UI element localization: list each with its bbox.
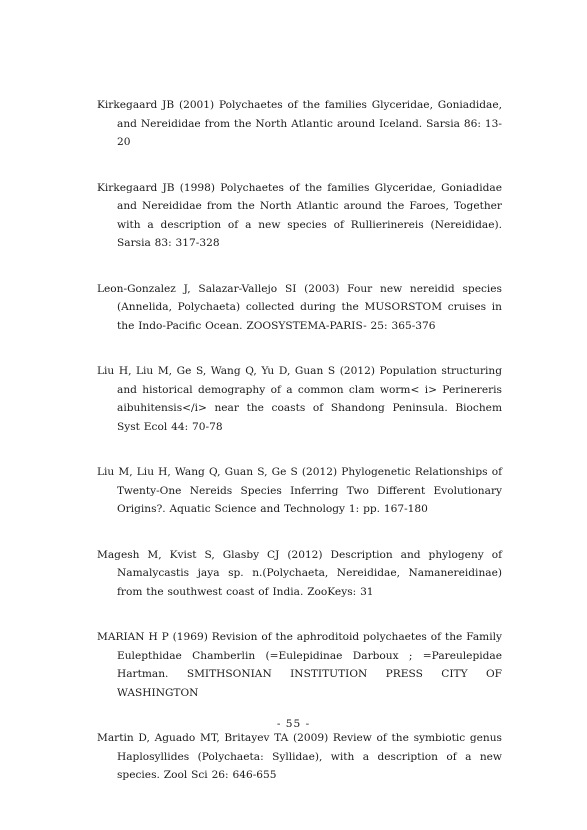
reference-list (97, 96, 502, 812)
reference-entry: Martin D, Aguado MT, Britayev TA (2009) Review of the symbiotic genus Haplosyllides (Polychaeta: Syllidae), with a description of a new species. Zool Sci 26: 646-655 (97, 732, 502, 781)
reference-entry: Kirkegaard JB (2001) Polychaetes of the families Glyceridae, Goniadidae, and Nereididae from the North Atlantic around Iceland. Sarsia 86: 13-20 (97, 99, 502, 148)
reference-entry: Leon-Gonzalez J, Salazar-Vallejo SI (2003) Four new nereidid species (Annelida, Polychaeta) collected during the MUSORSTOM cruises in the Indo-Pacific Ocean. ZOOSYSTEMA-PARIS- 25: 365-376 (97, 282, 502, 332)
reference-entry: Liu H, Liu M, Ge S, Wang Q, Yu D, Guan S (2012) Population structuring and historical demography of a common clam worm< i> Perinereris aibuhitensis</i> near the coasts of Shandong Peninsula. Biochem Syst Ecol 44: 70-78 (97, 365, 502, 433)
reference-entry: Liu M, Liu H, Wang Q, Guan S, Ge S (2012) Phylogenetic Relationships of Twenty-One Nereids Species Inferring Two Different Evolutionary Origins?. Aquatic Science and Technology 1: pp. 167-180 (97, 466, 502, 515)
reference-entry: Magesh M, Kvist S, Glasby CJ (2012) Description and phylogeny of Namalycastis jaya sp. n.(Polychaeta, Nereididae, Namanereidinae) from the southwest coast of India. ZooKeys: 31 (97, 548, 502, 598)
reference-entry: MARIAN H P (1969) Revision of the aphroditoid polychaetes of the Family Eulepthidae Chamberlin (=Eulepidinae Darboux ; =Pareulepidae Hartman. SMITHSONIAN INSTITUTION PRESS CITY OF WASHINGTON (97, 631, 502, 699)
reference-entry: Kirkegaard JB (1998) Polychaetes of the families Glyceridae, Goniadidae and Nereididae from the North Atlantic around the Faroes, Together with a description of a new species of Rullierinereis (Nereididae). Sarsia 83: 317-328 (97, 181, 502, 249)
page-number: - 55 - (276, 718, 311, 730)
